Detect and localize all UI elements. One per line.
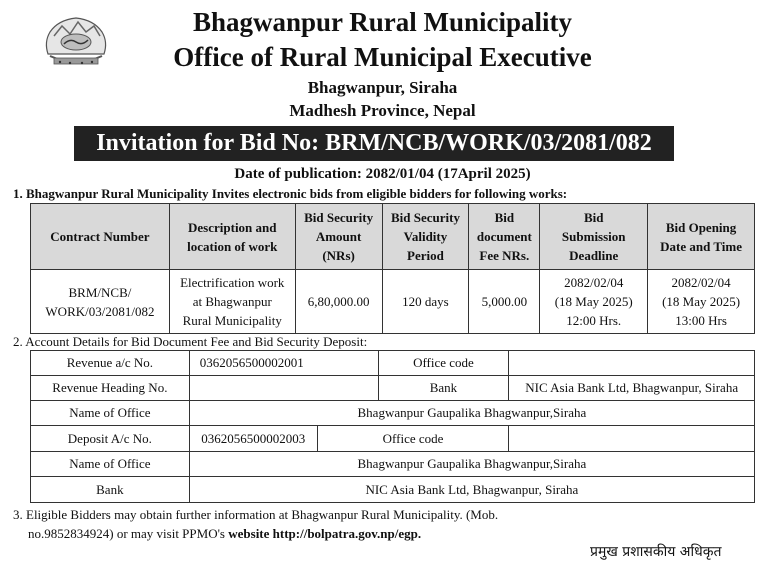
deposit-ac-value: 0362056500002003 xyxy=(189,426,317,452)
office-code-value-2 xyxy=(509,426,755,452)
name-of-office-label: Name of Office xyxy=(31,401,190,426)
revenue-ac-value: 0362056500002001 xyxy=(189,351,378,376)
header-bid-security-amount: Bid Security Amount (NRs) xyxy=(295,204,382,270)
office-name: Office of Rural Municipal Executive xyxy=(173,42,592,72)
table-row xyxy=(31,401,755,426)
name-of-office-value: Bhagwanpur Gaupalika Bhagwanpur,Siraha xyxy=(189,401,754,426)
publication-date: Date of publication: 2082/01/04 (17April 2025) xyxy=(234,166,531,182)
cell-submission-deadline: 2082/02/04 (18 May 2025) 12:00 Hrs. xyxy=(540,270,648,334)
address-line-1: Bhagwanpur, Siraha xyxy=(307,78,458,97)
address-line-2: Madhesh Province, Nepal xyxy=(289,101,476,120)
bank-label: Bank xyxy=(378,376,509,401)
cell-validity-period: 120 days xyxy=(382,270,469,334)
header-bid-document-fee: Bid document Fee NRs. xyxy=(469,204,540,270)
cell-bid-security-amount: 6,80,000.00 xyxy=(295,270,382,334)
bank-value: NIC Asia Bank Ltd, Bhagwanpur, Siraha xyxy=(509,376,755,401)
signature-title: प्रमुख प्रशासकीय अधिकृत xyxy=(590,544,722,560)
section-3-line-a: 3. Eligible Bidders may obtain further information at Bhagwanpur Rural Municipality. (Mob. xyxy=(13,507,499,522)
table-row xyxy=(31,477,755,503)
table-row xyxy=(31,426,755,452)
section-2-text: 2. Account Details for Bid Document Fee and Bid Security Deposit: xyxy=(13,334,368,349)
org-name: Bhagwanpur Rural Municipality xyxy=(192,7,573,37)
header-bid-security-validity: Bid Security Validity Period xyxy=(382,204,469,270)
office-code-value xyxy=(509,351,755,376)
cell-contract-number: BRM/NCB/ WORK/03/2081/082 xyxy=(31,270,170,334)
revenue-ac-label: Revenue a/c No. xyxy=(31,351,190,376)
name-of-office-label-2: Name of Office xyxy=(31,452,190,477)
header-submission-deadline: Bid Submission Deadline xyxy=(540,204,648,270)
bank-label-2: Bank xyxy=(31,477,190,503)
revenue-heading-label: Revenue Heading No. xyxy=(31,376,190,401)
ppmo-website-link[interactable]: website http://bolpatra.gov.np/egp. xyxy=(228,526,422,541)
section-3-text xyxy=(13,505,743,543)
office-code-label-2: Office code xyxy=(317,426,509,452)
table-row xyxy=(31,351,755,376)
account-details-table xyxy=(30,350,755,503)
table-row xyxy=(31,270,755,334)
bid-table xyxy=(30,203,755,334)
header-opening-date: Bid Opening Date and Time xyxy=(648,204,755,270)
table-row xyxy=(31,452,755,477)
bid-table-header-row xyxy=(31,204,755,270)
name-of-office-value-2: Bhagwanpur Gaupalika Bhagwanpur,Siraha xyxy=(189,452,754,477)
bank-value-2: NIC Asia Bank Ltd, Bhagwanpur, Siraha xyxy=(189,477,754,503)
bid-invitation-banner: Invitation for Bid No: BRM/NCB/WORK/03/2081/082 xyxy=(74,126,674,161)
section-3-line-b: no.9852834924) or may visit PPMO's xyxy=(28,526,229,541)
office-code-label: Office code xyxy=(378,351,509,376)
table-row xyxy=(31,376,755,401)
cell-document-fee: 5,000.00 xyxy=(469,270,540,334)
cell-description: Electrification work at Bhagwanpur Rural Municipality xyxy=(169,270,295,334)
header-contract-number: Contract Number xyxy=(31,204,170,270)
revenue-heading-value xyxy=(189,376,378,401)
header-description: Description and location of work xyxy=(169,204,295,270)
cell-opening-date: 2082/02/04 (18 May 2025) 13:00 Hrs xyxy=(648,270,755,334)
deposit-ac-label: Deposit A/c No. xyxy=(31,426,190,452)
section-1-text: 1. Bhagwanpur Rural Municipality Invites electronic bids from eligible bidders for following works: xyxy=(13,186,568,201)
